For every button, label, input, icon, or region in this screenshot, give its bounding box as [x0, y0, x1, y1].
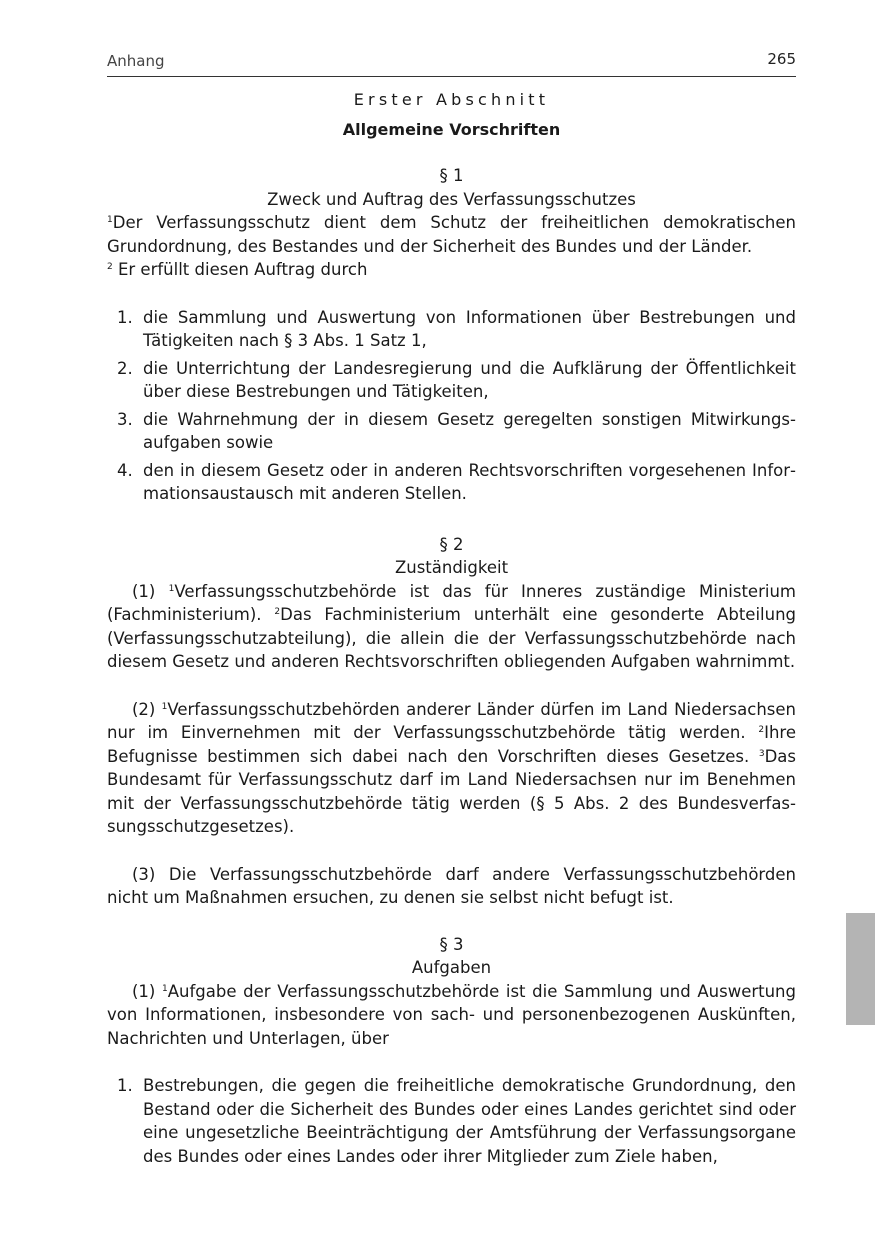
paragraph-number: § 3 — [439, 934, 464, 954]
list-item: 3. die Wahrnehmung der in diesem Gesetz geregelten sonstigen Mitwirkungsaufgaben sowie — [117, 409, 796, 452]
page-number: 265 — [767, 50, 796, 68]
paragraph-heading: Aufgaben — [411, 958, 492, 977]
page-header — [107, 52, 796, 77]
thumb-index-tab — [846, 913, 875, 1025]
numbered-list — [107, 306, 796, 506]
list-item: 1. Bestrebungen, die gegen die freiheitliche demokratische Grundordnung, den Bestand oder die Sicherheit des Bundes oder eines Landes gerichtet sind oder eine ungesetzliche Beeinträchtigung der Amtsführung der Verfassungsorgane des Bundes oder eines Landes oder ihrer Mitglieder zum Ziele haben, — [117, 1076, 796, 1166]
subsection-1: (1) $^1$Aufgabe der Verfassungsschutzbehörde ist die Sammlung und Auswertung von Informationen, insbesondere von sach- und personenbezogenen Auskünften, Nachrichten und Unterlagen, über — [107, 981, 796, 1048]
sentence-mark: 2 — [107, 262, 113, 272]
paragraph-text: $^1$Der Verfassungsschutz dient dem Schutz der freiheitlichen demokratischen Grundordnung, des Bestandes und der Sicherheit des Bundes und der Länder. $^2$ Er erfüllt diesen Auftrag durch — [107, 213, 796, 279]
numbered-list — [107, 1074, 796, 1168]
paragraph-heading: Zweck und Auftrag des Verfassungsschutzes — [267, 189, 636, 209]
section-label: Erster Abschnitt — [353, 90, 550, 109]
list-item: 2. die Unterrichtung der Landesregierung und die Aufklärung der Öffentlichkeit über diese Bestrebungen und Tätigkeiten, — [117, 358, 796, 401]
running-title: Anhang — [107, 52, 165, 70]
subsection-2: (2) $^1$Verfassungsschutzbehörden anderer Länder dürfen im Land Niedersachsen nur im Einvernehmen mit der Verfassungsschutzbehörde tätig werden. $^2$Ihre Befugnisse bestimmen sich dabei nach den Vorschriften dieses Gesetzes. $^3$Das Bundesamt für Verfassungsschutz darf im Land Niedersachsen nur im Benehmen mit der Verfassungsschutzbehörde tätig werden (§ 5 Abs. 2 des Bundesverfassungsschutzgesetzes). — [107, 699, 796, 836]
paragraph-number: § 1 — [439, 166, 464, 185]
paragraph-number: § 2 — [439, 534, 464, 554]
subsection-3: (3) Die Verfassungsschutzbehörde darf andere Verfassungsschutzbehörden nicht um Maßnahmen ersuchen, zu denen sie selbst nicht befugt ist. — [107, 864, 796, 907]
list-item: 1. die Sammlung und Auswertung von Informationen über Bestrebungen und Tätigkeiten nach § 3 Abs. 1 Satz 1, — [117, 307, 796, 350]
sentence-mark: 1 — [107, 215, 113, 225]
section-title: Allgemeine Vorschriften — [342, 119, 561, 139]
list-item: 4. den in diesem Gesetz oder in anderen Rechtsvorschriften vorgesehenen Informationsaustausch mit anderen Stellen. — [117, 460, 796, 503]
page-body — [107, 88, 796, 1172]
paragraph-heading: Zuständigkeit — [394, 558, 509, 577]
subsection-1: (1) $^1$Verfassungsschutzbehörde ist das für Inneres zuständige Ministerium (Fachministerium). $^2$Das Fachministerium unterhält eine gesonderte Abteilung (Verfassungsschutzabteilung), die allein die der Verfassungsschutzbehörde nach diesem Gesetz und anderen Rechtsvorschriften obliegenden Aufgaben wahrnimmt. — [107, 581, 796, 671]
